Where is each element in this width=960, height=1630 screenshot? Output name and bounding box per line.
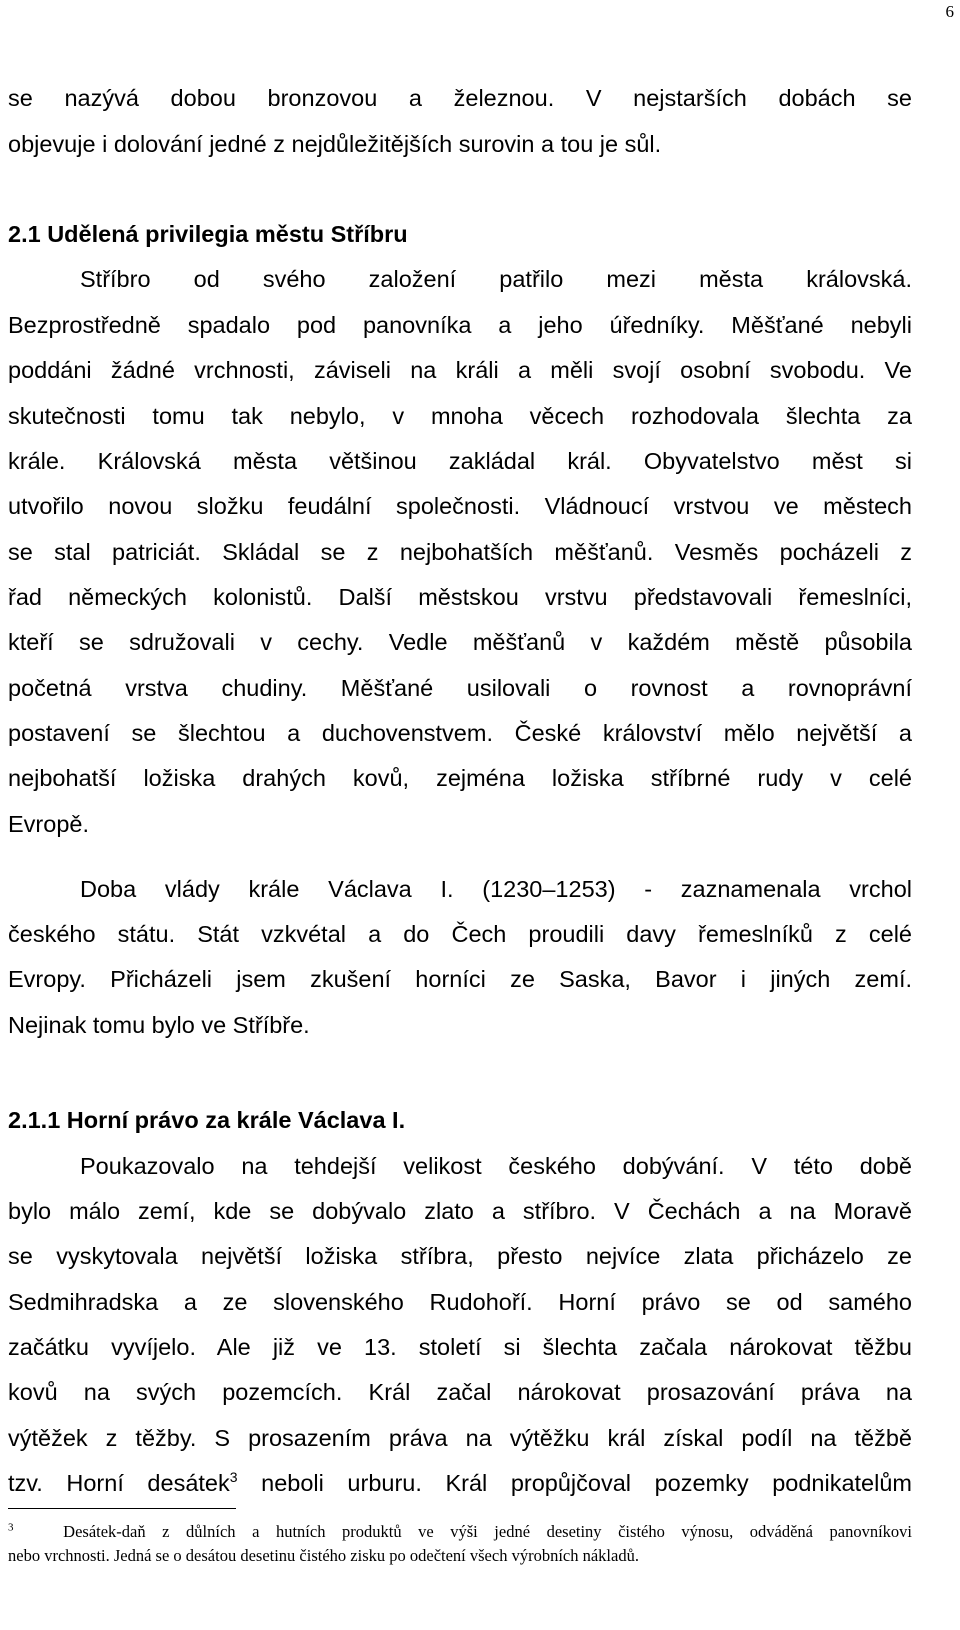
body-line: Evropy. Přicházeli jsem zkušení horníci ze Saska, Bavor i jiných zemí.	[8, 966, 912, 992]
body-line: se vyskytovala největší ložiska stříbra, přesto nejvíce zlata přicházelo ze	[8, 1243, 912, 1269]
section-heading: 2.1 Udělená privilegia městu Stříbru	[8, 221, 408, 247]
body-line: kovů na svých pozemcích. Král začal nárokovat prosazování práva na	[8, 1379, 912, 1405]
body-line: nejbohatší ložiska drahých kovů, zejména ložiska stříbrné rudy v celé	[8, 765, 912, 791]
body-line: poddáni žádné vrchnosti, záviseli na králi a měli svojí osobní svobodu. Ve	[8, 357, 912, 383]
body-line: se stal patriciát. Skládal se z nejbohatších měšťanů. Vesměs pocházeli z	[8, 539, 912, 565]
body-line: Nejinak tomu bylo ve Stříbře.	[8, 1012, 310, 1038]
body-line: početná vrstva chudiny. Měšťané usilovali o rovnost a rovnoprávní	[8, 675, 912, 701]
body-line: skutečnosti tomu tak nebylo, v mnoha věcech rozhodovala šlechta za	[8, 403, 912, 429]
body-line: českého státu. Stát vzkvétal a do Čech proudili davy řemeslníků z celé	[8, 921, 912, 947]
body-line: Stříbro od svého založení patřilo mezi města královská.	[80, 266, 912, 292]
body-line: kteří se sdružovali v cechy. Vedle měšťanů v každém městě působila	[8, 629, 912, 655]
body-line: Evropě.	[8, 811, 89, 837]
body-line	[8, 1468, 912, 1498]
body-line: se nazývá dobou bronzovou a železnou. V nejstarších dobách se	[8, 85, 912, 111]
body-line: krále. Královská města většinou zakládal král. Obyvatelstvo měst si	[8, 448, 912, 474]
body-line: postavení se šlechtou a duchovenstvem. České království mělo největší a	[8, 720, 912, 746]
footnote-line	[8, 1520, 912, 1544]
body-line: začátku vyvíjelo. Ale již ve 13. století si šlechta začala nárokovat těžbu	[8, 1334, 912, 1360]
footnote-reference[interactable]: 3	[229, 1469, 238, 1486]
subsection-heading: 2.1.1 Horní právo za krále Václava I.	[8, 1107, 406, 1133]
page-number: 6	[945, 2, 954, 21]
body-line: utvořilo novou složku feudální společnosti. Vládnoucí vrstvou ve městech	[8, 493, 912, 519]
body-line: Poukazovalo na tehdejší velikost českého dobývání. V této době	[80, 1153, 912, 1179]
body-line: výtěžek z těžby. S prosazením práva na výtěžku král získal podíl na těžbě	[8, 1425, 912, 1451]
footnote-separator	[8, 1508, 236, 1509]
body-line: objevuje i dolování jedné z nejdůležitějších surovin a tou je sůl.	[8, 131, 662, 157]
body-text: tzv. Horní desátek	[8, 1470, 230, 1496]
body-line: Doba vlády krále Václava I. (1230–1253) - zaznamenala vrchol	[80, 876, 912, 902]
body-text: neboli urburu. Král propůjčoval pozemky podnikatelům	[237, 1470, 912, 1496]
footnote-mark: 3	[8, 1521, 14, 1534]
body-line: Sedmihradska a ze slovenského Rudohoří. Horní právo se od samého	[8, 1289, 912, 1315]
footnote-text: Desátek-daň z důlních a hutních produktů ve výši jedné desetiny čistého výnosu, odváděná panovníkovi	[63, 1522, 913, 1541]
footnote-line: nebo vrchnosti. Jedná se o desátou desetinu čistého zisku po odečtení všech výrobních nákladů.	[8, 1546, 639, 1565]
body-line: řad německých kolonistů. Další městskou vrstvu představovali řemeslníci,	[8, 584, 912, 610]
body-line: Bezprostředně spadalo pod panovníka a jeho úředníky. Měšťané nebyli	[8, 312, 912, 338]
body-line: bylo málo zemí, kde se dobývalo zlato a stříbro. V Čechách a na Moravě	[8, 1198, 912, 1224]
